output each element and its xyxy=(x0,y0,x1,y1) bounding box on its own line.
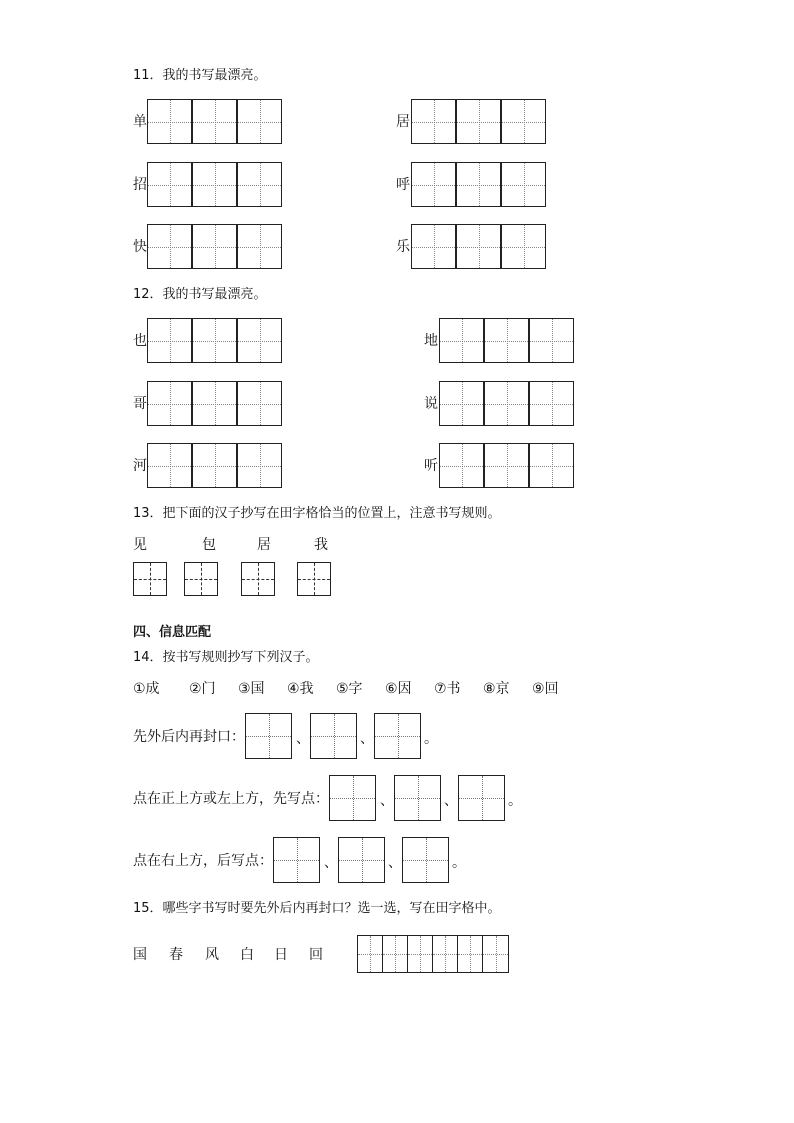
q12-char-6: 听 xyxy=(424,458,438,474)
writing-grid-cell[interactable] xyxy=(402,837,449,883)
end-mark: 。 xyxy=(452,855,466,871)
q14-option: ④我 xyxy=(287,681,314,697)
writing-grid-cell[interactable] xyxy=(456,162,501,207)
q14-title: 14．按书写规则抄写下列汉子。 xyxy=(133,650,319,665)
q11-char-5: 呼 xyxy=(396,177,410,193)
writing-grid-cell[interactable] xyxy=(383,936,408,972)
writing-grid-cell[interactable] xyxy=(408,936,433,972)
q14-rule-label: 点在右上方，后写点： xyxy=(133,853,273,869)
q13-title: 13．把下面的汉子抄写在田字格恰当的位置上，注意书写规则。 xyxy=(133,506,501,521)
q13-char-4: 我 xyxy=(314,537,328,553)
writing-grid-cell[interactable] xyxy=(456,99,501,144)
writing-grid-cell[interactable] xyxy=(501,99,546,144)
writing-grid-cell[interactable] xyxy=(192,224,237,269)
q13-char-3: 居 xyxy=(257,537,271,553)
writing-grid-cell[interactable] xyxy=(411,224,456,269)
separator: 、 xyxy=(380,793,394,809)
separator: 、 xyxy=(444,793,458,809)
writing-grid-cell[interactable] xyxy=(529,381,574,426)
writing-grid-cell[interactable] xyxy=(241,562,275,596)
writing-grid-cell[interactable] xyxy=(237,162,282,207)
writing-grid-cell[interactable] xyxy=(501,162,546,207)
writing-grid-cell[interactable] xyxy=(374,713,421,759)
q11-char-1: 单 xyxy=(133,114,147,130)
writing-grid-cell[interactable] xyxy=(483,936,508,972)
separator: 、 xyxy=(360,731,374,747)
writing-grid-cell[interactable] xyxy=(484,318,529,363)
q13-char-1: 见 xyxy=(133,537,147,553)
writing-grid-cell[interactable] xyxy=(529,443,574,488)
writing-grid-cell[interactable] xyxy=(411,162,456,207)
writing-grid-cell[interactable] xyxy=(310,713,357,759)
writing-grid-cell[interactable] xyxy=(147,443,192,488)
writing-grid-cell[interactable] xyxy=(192,162,237,207)
writing-grid-cell[interactable] xyxy=(458,775,505,821)
q12-title: 12．我的书写最漂亮。 xyxy=(133,287,267,302)
writing-grid-cell[interactable] xyxy=(439,443,484,488)
writing-grid-cell[interactable] xyxy=(147,162,192,207)
q15-char: 春 xyxy=(169,947,183,963)
writing-grid-cell[interactable] xyxy=(439,318,484,363)
writing-grid-cell[interactable] xyxy=(245,713,292,759)
q14-option: ①成 xyxy=(133,681,160,697)
writing-grid-cell[interactable] xyxy=(237,381,282,426)
q15-char: 风 xyxy=(205,947,219,963)
writing-grid-cell[interactable] xyxy=(439,381,484,426)
q15-char: 白 xyxy=(240,947,254,963)
writing-grid-cell[interactable] xyxy=(147,224,192,269)
writing-grid-cell[interactable] xyxy=(297,562,331,596)
q14-option: ⑥因 xyxy=(385,681,412,697)
separator: 、 xyxy=(296,731,310,747)
q12-char-2: 哥 xyxy=(133,396,147,412)
writing-grid-cell[interactable] xyxy=(192,443,237,488)
writing-grid-cell[interactable] xyxy=(147,99,192,144)
q12-char-4: 地 xyxy=(424,333,438,349)
q11-char-6: 乐 xyxy=(396,239,410,255)
writing-grid-cell[interactable] xyxy=(273,837,320,883)
q15-title: 15．哪些字书写时要先外后内再封口？选一选，写在田字格中。 xyxy=(133,901,501,916)
writing-grid-cell[interactable] xyxy=(237,318,282,363)
separator: 、 xyxy=(324,855,338,871)
q15-char: 回 xyxy=(309,947,323,963)
writing-grid-cell[interactable] xyxy=(411,99,456,144)
end-mark: 。 xyxy=(508,793,522,809)
writing-grid-cell[interactable] xyxy=(358,936,383,972)
writing-grid-cell[interactable] xyxy=(484,443,529,488)
writing-grid-cell[interactable] xyxy=(433,936,458,972)
q15-char: 国 xyxy=(133,947,147,963)
writing-grid-cell[interactable] xyxy=(133,562,167,596)
writing-grid-cell[interactable] xyxy=(529,318,574,363)
writing-grid-cell[interactable] xyxy=(329,775,376,821)
writing-grid-cell[interactable] xyxy=(237,224,282,269)
writing-grid-cell[interactable] xyxy=(338,837,385,883)
separator: 、 xyxy=(388,855,402,871)
q11-char-2: 招 xyxy=(133,177,147,193)
writing-grid-cell[interactable] xyxy=(237,99,282,144)
writing-grid-cell[interactable] xyxy=(458,936,483,972)
section-heading: 四、信息匹配 xyxy=(133,625,212,640)
q11-title: 11．我的书写最漂亮。 xyxy=(133,68,267,83)
writing-grid-cell[interactable] xyxy=(184,562,218,596)
q14-option: ⑨回 xyxy=(532,681,559,697)
q13-char-2: 包 xyxy=(202,537,216,553)
writing-grid-cell[interactable] xyxy=(147,381,192,426)
q14-option: ②门 xyxy=(189,681,216,697)
writing-grid-cell[interactable] xyxy=(501,224,546,269)
writing-grid-cell[interactable] xyxy=(192,99,237,144)
writing-grid-cell[interactable] xyxy=(147,318,192,363)
q12-char-1: 也 xyxy=(133,333,147,349)
writing-grid-cell[interactable] xyxy=(484,381,529,426)
writing-grid-cell[interactable] xyxy=(456,224,501,269)
writing-grid-cell[interactable] xyxy=(394,775,441,821)
writing-grid-cell[interactable] xyxy=(237,443,282,488)
q14-option: ⑧京 xyxy=(483,681,510,697)
q12-char-3: 河 xyxy=(133,458,147,474)
q14-option: ⑤字 xyxy=(336,681,363,697)
q14-option: ⑦书 xyxy=(434,681,461,697)
q11-char-3: 快 xyxy=(133,239,147,255)
q15-char: 日 xyxy=(274,947,288,963)
writing-grid-cell[interactable] xyxy=(192,318,237,363)
q14-option: ③国 xyxy=(238,681,265,697)
q12-char-5: 说 xyxy=(424,396,438,412)
q11-char-4: 居 xyxy=(396,114,410,130)
writing-grid-strip xyxy=(357,935,509,973)
q14-rule-label: 点在正上方或左上方，先写点： xyxy=(133,791,329,807)
q14-rule-label: 先外后内再封口： xyxy=(133,729,245,745)
end-mark: 。 xyxy=(424,731,438,747)
writing-grid-cell[interactable] xyxy=(192,381,237,426)
